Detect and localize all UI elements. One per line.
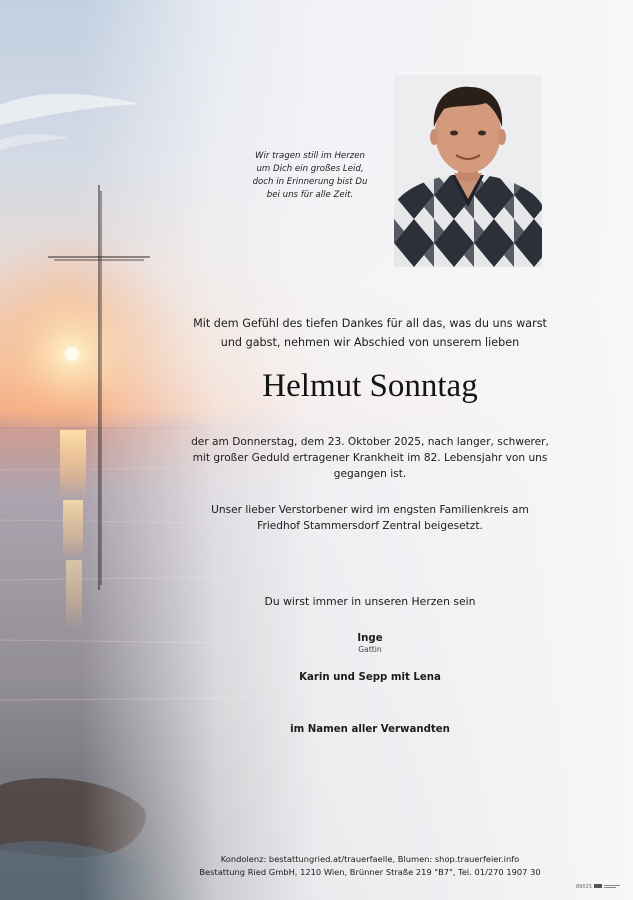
footer-line: Kondolenz: bestattungried.at/trauerfaelle, Blumen: shop.trauerfeier.info — [220, 854, 520, 864]
death-notice-line: gegangen ist. — [333, 468, 407, 480]
intro-line: und gabst, nehmen wir Abschied von unserem lieben — [220, 336, 520, 349]
funeral-notice-line: Unser lieber Verstorbener wird im engsten Familienkreis am — [211, 504, 529, 516]
death-notice-line: der am Donnerstag, dem 23. Oktober 2025, nach langer, schwerer, — [191, 436, 549, 448]
death-notice-line: mit großer Geduld ertragener Krankheit im 82. Lebensjahr von uns — [192, 452, 548, 464]
poem-line: um Dich ein großes Leid, — [256, 164, 364, 174]
memorial-poem — [210, 150, 410, 202]
intro-line: Mit dem Gefühl des tiefen Dankes für all das, was du uns warst — [193, 317, 547, 330]
closing-line: Du wirst immer in unseren Herzen sein — [264, 595, 476, 608]
printer-logo — [594, 882, 622, 890]
poem-line: doch in Erinnerung bist Du — [252, 177, 368, 187]
poem-line: Wir tragen still im Herzen — [255, 151, 365, 161]
deceased-portrait — [394, 75, 542, 267]
funeral-notice — [168, 502, 572, 534]
deceased-name: Helmut Sonntag — [262, 368, 478, 404]
footer-line: Bestattung Ried GmbH, 1210 Wien, Brünner Straße 219 "B7", Tel. 01/270 1907 30 — [199, 866, 541, 877]
funeral-home-footer — [160, 853, 580, 878]
poem-line: bei uns für alle Zeit. — [266, 190, 354, 200]
cross-icon — [46, 185, 152, 590]
children-names: Karin und Sepp mit Lena — [299, 672, 441, 683]
relatives-line: im Namen aller Verwandten — [290, 724, 450, 735]
death-notice — [168, 434, 572, 482]
intro-text — [170, 314, 570, 352]
spouse-role: Gattin — [358, 645, 382, 654]
print-code: 89025 — [576, 884, 592, 890]
spouse-name: Inge — [357, 633, 383, 644]
funeral-notice-line: Friedhof Stammersdorf Zentral beigesetzt. — [257, 520, 483, 532]
